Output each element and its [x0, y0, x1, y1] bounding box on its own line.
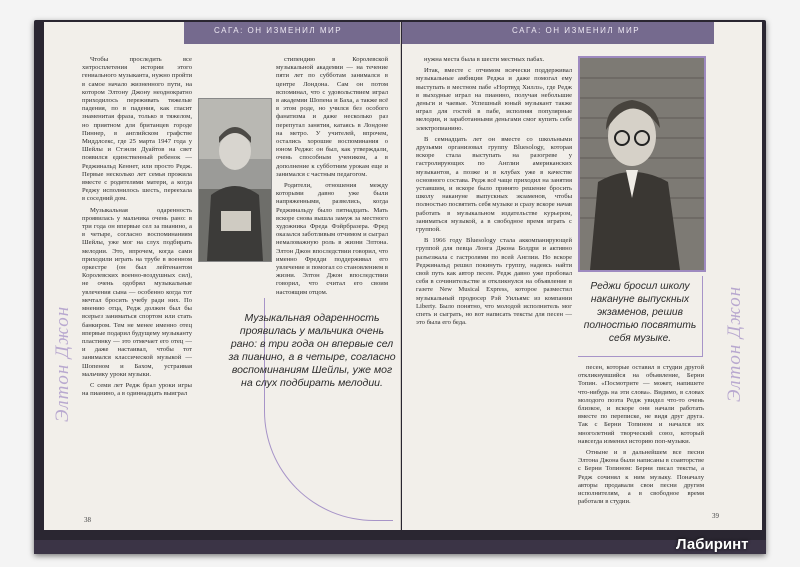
right-header-band	[402, 22, 714, 44]
left-running-head: САГА: ОН ИЗМЕНИЛ МИР	[214, 26, 343, 35]
left-text-column-1	[82, 56, 192, 530]
paragraph: песен, которые оставил в студии другой откликнувшийся на объявление, Берни Топин. «Посмотрите — может, напишете что-нибудь на эти слова». Видимо, в словах молодого поэта Редж увидел что-то очень близкое, и вскоре они начали работать вместе по переписке, не видя друг друга. Так с Берни Топином и начался их многолетний творческий союз, который навсегда изменил историю поп-музыки.	[578, 364, 704, 445]
right-pull-quote: Реджи бросил школу накануне выпускных экзаменов, решив полностью посвятить себя музыке.	[583, 281, 697, 344]
paragraph: Музыкальная одаренность проявилась у мальчика очень рано: в три года он впервые сел за пианино, а в четыре, согласно воспоминаниям Шейлы, уже мог на слух подбирать мелодии. Это, впрочем, когда сами приходили играть на трубе в военном оркестре (он был лейтенантом Королевских военно-воздушных сил), не очень одобрял музыкальные увлечения сына — особенно когда тот мечтал бросить учебу ради них. По мнению отца, Редж должен был бы всерьез заниматься спортом или стать банкиром. Тем не менее именно отец впервые подарил будущему музыканту пластинку — это отмечает его отец — и даже настаивал, чтобы тот занимался классической музыкой — Шопеном и Бахом, устраивая мальчику уроки музыки.	[82, 206, 192, 378]
watermark-logo: Лабиринт	[676, 536, 749, 553]
right-page	[402, 22, 762, 530]
paragraph: В семнадцать лет он вместе со школьными друзьями организовал группу Bluesology, которая вскоре стала выступать на разогреве у гастролирующих по Англии американских музыкантов, а позже и в клубах уже в качестве основного состава. Редж всё чаще приходил на занятия уставшим, и вскоре было принято решение бросить школу накануне выпускных экзаменов, чтобы полностью посвятить себя музыке и сразу вскоре начав работать в музыкальном издательстве курьером, заниматься музыкой, а в свободное время играть с группой.	[416, 135, 572, 234]
right-page-number: 39	[712, 512, 719, 520]
teen-photo-image	[580, 58, 704, 270]
teen-photo	[578, 56, 706, 272]
paragraph: С семи лет Редж брал уроки игры на пианино, а в одиннадцать выиграл	[82, 381, 192, 398]
boy-photo-image	[199, 99, 271, 261]
left-page	[44, 22, 401, 530]
book-edge	[34, 540, 766, 554]
right-side-title: Элтон Джон	[724, 285, 745, 402]
boy-photo	[198, 98, 272, 262]
paragraph: стипендию в Королевской музыкальной академии — на течение пяти лет по субботам занимался в центре Лондона. Сам он потом вспоминал, что с удовольствием играл в академии Шопена и Баха, а также всё в этом роде, но учился без особого фанатизма и даже несколько раз перепутал занятия, катаясь в Лондоне на метро. У учителей, впрочем, остались хорошие воспоминания о юном Редже: он был, как утверждали, очень способным учеником, а в дополнение к субботним урокам еще и занимался с частным педагогом.	[276, 56, 388, 178]
left-text-column-2	[276, 56, 388, 296]
right-text-column-1	[416, 56, 572, 530]
left-header-band	[184, 22, 400, 44]
left-side-title: Элтон Джон	[52, 305, 73, 422]
right-running-head: САГА: ОН ИЗМЕНИЛ МИР	[512, 26, 641, 35]
paragraph: Итак, вместе с отчимом всячески поддерживал музыкальные амбиции Реджа и даже помогал ему выступать в местном пабе «Нортвуд Хиллз», где Редж в выходные играл на пианино, получая небольшие деньги и чаевые. Успешный юный музыкант также играл для гостей в пабе, исполняя популярные мелодии, и заработанными деньгами смог купить себе электропианино.	[416, 67, 572, 132]
right-text-column-2	[578, 364, 704, 530]
paragraph: Отныне и в дальнейшем все песни Элтона Джона были написаны в соавторстве с Берни Топином: Берни писал тексты, а Редж сочинял к ним музыку. Поначалу авторы продавали свои песни другим исполнителям, а в свободное время работали в студии.	[578, 449, 704, 506]
left-pull-quote: Музыкальная одаренность проявилась у мальчика очень рано: в три года он впервые сел за пианино, а в четыре, согласно воспоминаниям Шейлы, уже мог на слух подбирать мелодии.	[228, 312, 396, 389]
paragraph: В 1966 году Bluesology стала аккомпанирующей группой для певца Лонга Джона Болдри и активно разъезжала с гастролями по всей Англии. Но вскоре Реджинальд решил покинуть группу, надеясь найти свой путь как автор песен. Редж давно уже пробовал себя в сочинительстве и откликнулся на объявление в газете New Musical Express, которое разместил музыкальный продюсер Рэй Уильямс из компании Liberty. Было понятно, что молодой исполнитель мог спеть и сыграть, но вот написать тексты для песен — это была его беда.	[416, 237, 572, 327]
left-page-number: 38	[84, 516, 91, 524]
paragraph: нужна места была в шести местных пабах.	[424, 56, 545, 63]
paragraph: Чтобы проследить все хитросплетения истории этого гениального музыканта, нужно пройти в самое начало жизненного пути, на котором Элтону Джону неоднократно приходилось переживать тяжелые падения, по в падения, как гласит знаменитая фраза, только в тяжелом, но приятном для британцев городе Пиннер, в английском графстве Миддлсекс, где 25 марта 1947 года у Шейлы и Стэнли Дуайтов на свет появился единственный ребенок — Реджинальд Кеннет, или просто Редж. Первые несколько лет семья прожила вместе с родителями матери, а когда Реджу исполнилось шесть, переехала в соседний дом.	[82, 56, 192, 203]
paragraph: Родители, отношения между которыми давно уже были напряженными, развелись, когда Реджинальду было пятнадцать. Мать вскоре снова вышла замуж за местного художника Фреда Фэйрбразера. Фред оказался заботливым отчимом и сыграл немаловажную роль в жизни Элтона. Элтон Джон впоследствии говорил, что именно Фредди поддерживал его увлечение и помогал со становлением в жизни. Элтон Джон впоследствии говорил, что считал его своим настоящим отцом.	[276, 182, 388, 296]
